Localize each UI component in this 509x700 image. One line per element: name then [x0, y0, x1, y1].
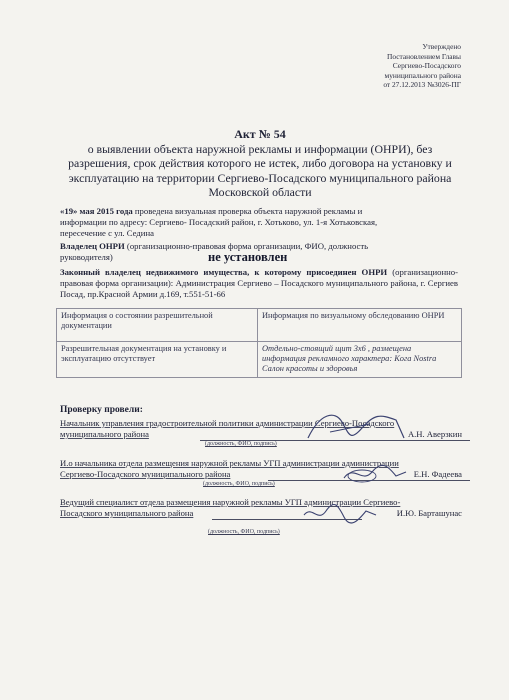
approved-line-3: Сергиево-Посадского: [392, 61, 461, 71]
handwritten-signature-2: [340, 462, 410, 486]
act-number: Акт № 54: [234, 127, 286, 141]
owner-label: Владелец ОНРИ: [60, 241, 125, 251]
signatory-1-caption: (должность, ФИО, подпись): [205, 441, 277, 447]
checked-by-heading: Проверку провели:: [60, 405, 143, 415]
inspection-address: информации по адресу: Сергиево- Посадский район, г. Хотьково, ул. 1-я Хотьковская,: [60, 217, 378, 227]
title-line-3: эксплуатацию на территории Сергиево-Посадского муниципального района: [68, 170, 452, 185]
signatory-2-caption: (должность, ФИО, подпись): [203, 481, 275, 487]
table-header-row: [57, 309, 462, 342]
signatory-1-title-line2: муниципального района: [60, 429, 149, 439]
table-cell-permit: Разрешительная документация на установку и эксплуатацию отсутствует: [57, 342, 258, 378]
handwritten-signature-3: [300, 503, 380, 527]
owner-value: не установлен: [208, 250, 288, 264]
signatory-3-title-line1: Ведущий специалист отдела размещения наружной рекламы УГП администрации Сергиево-: [60, 497, 401, 507]
approval-stamp-text: [383, 42, 461, 90]
table-header-visual: Информация по визуальному обследованию ОНРИ: [258, 309, 462, 342]
owner-text: (организационно-правовая форма организации, ФИО, должность: [124, 241, 369, 251]
table-header-permit: Информация о состоянии разрешительной документации: [57, 309, 258, 342]
signatory-2-name: Е.Н. Фадеева: [413, 469, 462, 479]
approved-line-4: муниципального района: [384, 70, 461, 80]
owner-sub: руководителя): [60, 252, 113, 262]
title-line-1: о выявлении объекта наружной рекламы и информации (ОНРИ), без: [87, 141, 433, 156]
land-owner-paragraph: [60, 267, 458, 300]
approved-line-5: от 27.12.2013 №3026-ПГ: [383, 80, 461, 90]
signatory-2-title-line1: И.о начальника отдела размещения наружной рекламы УГП администрации администрации: [60, 458, 399, 468]
title-line-4: Московской области: [208, 185, 312, 200]
signatory-3-title-line2: Посадского муниципального района: [60, 508, 194, 518]
inspection-paragraph: [60, 206, 458, 239]
inspection-intersection: пересечение с ул. Седина: [60, 228, 154, 238]
signatory-1-title-line1: Начальник управления градостроительной политики администрации Сергиево-Посадского: [60, 418, 395, 428]
handwritten-signature-1: [300, 408, 410, 448]
table-cell-visual: Отдельно-стоящий щит 3х6 , размещена информация рекламного характера: Koга Nostra Салон красоты и здоровья: [258, 342, 462, 378]
info-table: [56, 308, 462, 378]
signatory-3-caption: (должность, ФИО, подпись): [208, 529, 280, 535]
title-line-2: разрешения, срок действия которого не истек, либо договора на установку и: [68, 156, 452, 171]
land-owner-label: Законный владелец недвижимого имущества, к которому присоединен ОНРИ: [60, 267, 388, 277]
signatory-3-name: И.Ю. Барташунас: [396, 508, 462, 518]
inspection-date: «19» мая 2015 года: [60, 206, 133, 216]
approved-line-1: Утверждено: [422, 42, 461, 51]
document-title: [60, 127, 460, 200]
signatory-3: [60, 497, 470, 519]
signatory-1-name: А.Н. Аверзкин: [407, 429, 462, 439]
table-row: [57, 342, 462, 378]
land-owner-text: (организационно-правовая форма организации): Администрация Сергиево – Посадского муниципального района, г. Сергиев Посад, пр.Красной Армии д.169, т.551-51-66: [60, 267, 458, 299]
signatory-2-title-line2: Сергиево-Посадского муниципального района: [60, 469, 231, 479]
approved-line-2: Постановлением Главы: [387, 51, 461, 61]
inspection-text: проведена визуальная проверка объекта наружной рекламы и: [132, 206, 363, 216]
